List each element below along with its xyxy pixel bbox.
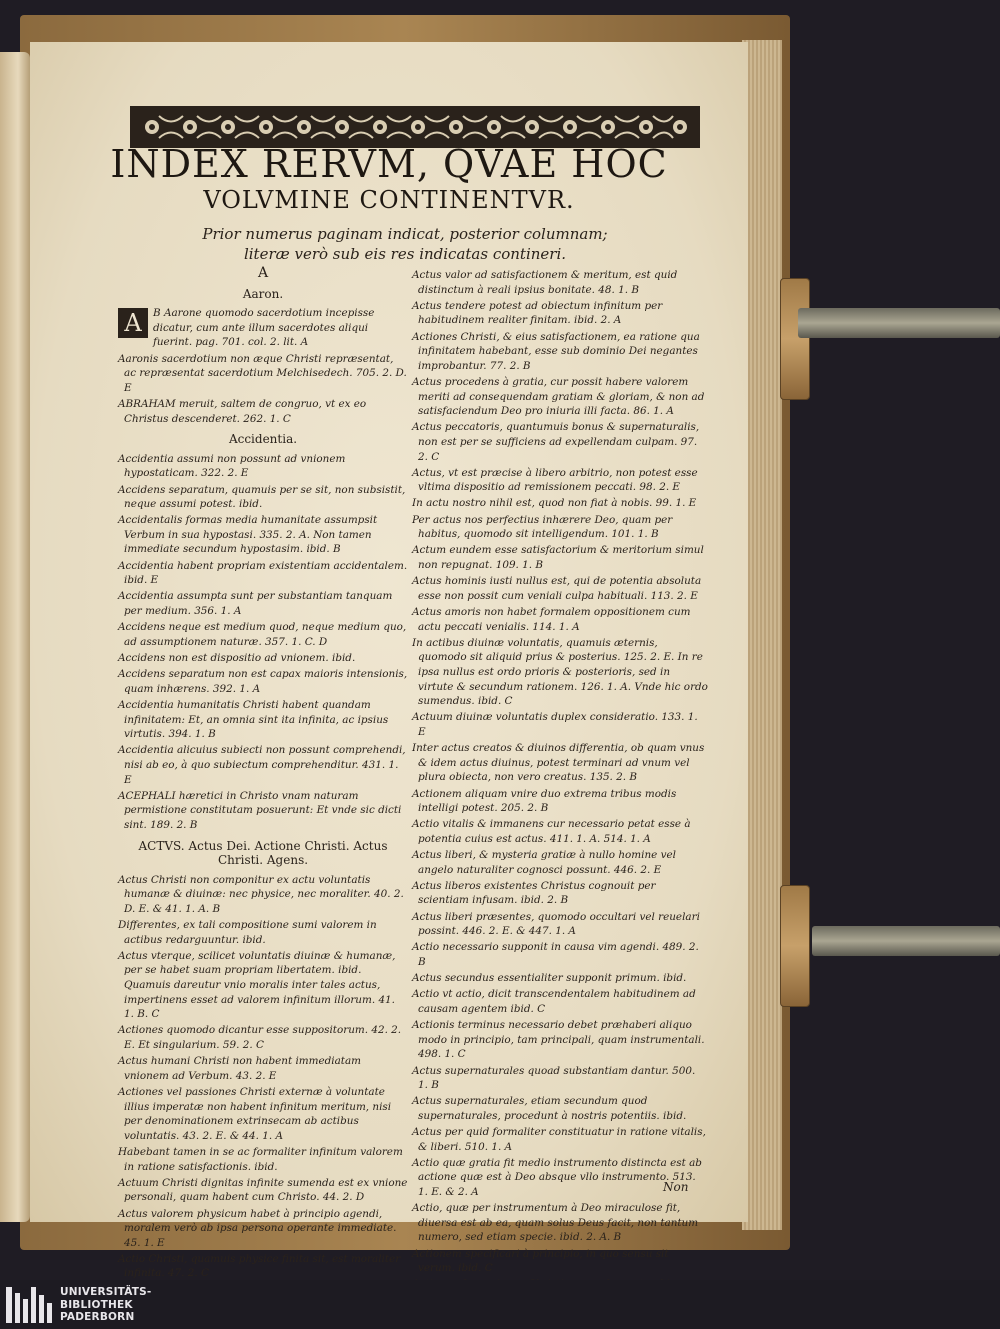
index-entry: Actus amoris non habet formalem oppositionem cum actu peccati venialis. 114. 1. A bbox=[412, 606, 691, 633]
index-entry: Actuum Christi dignitas infinite sumenda est ex vnione personali, quam habent cum Christo. 44. 2. D bbox=[118, 1176, 408, 1204]
index-entry: Actus Christi non componitur ex actu voluntatis humanæ & diuinæ: nec physice, nec moraliter. 40. 2. D. E. & 41. 1. A. B bbox=[118, 873, 404, 915]
index-entry: In actibus diuinæ voluntatis, quamuis æternis, quomodo sit aliquid prius & posterius. 125. 2. E. In re ipsa nullus est ordo prioris & posterioris, sed in virtute & secundum rationem. 126. 1. A. Vnde hic ordo sumendus. ibid. C bbox=[412, 636, 708, 708]
intro-note: Prior numerus paginam indicat, posterior columnam; literæ verò sub eis res indicatas contineri. bbox=[202, 225, 608, 263]
index-entry: Actio quæ gratia fit medio instrumento distincta est ab actione quæ est à Deo absque vllo instrumento. 513. 1. E. & 2. A bbox=[412, 1156, 702, 1199]
index-entry: Accidens separatum, quamuis per se sit, non subsistit, neque assumi potest. ibid. bbox=[118, 483, 406, 511]
index-entry: Inter actus creatos & diuinos differentia, ob quam vnus & idem actus diuinus, potest terminari ad vnum vel plura obiecta, non vero creatus. 135. 2. B bbox=[412, 742, 705, 784]
clasp-icon bbox=[780, 278, 810, 400]
university-logo-text: UNIVERSITÄTS- BIBLIOTHEK PADERBORN bbox=[60, 1286, 152, 1323]
page-edges bbox=[742, 40, 782, 1230]
index-entry: Accidens neque est medium quod, neque medium quo, ad assumptionem naturæ. 357. 1. C. D bbox=[118, 621, 407, 648]
left-page-sliver bbox=[0, 52, 30, 1222]
index-entry: Actuum diuinæ voluntatis duplex consideratio. 133. 1. E bbox=[412, 711, 698, 738]
index-entry: Actionem aliquam vnire duo extrema tribus modis intelligi potest. 205. 2. B bbox=[412, 787, 677, 815]
index-entry: Actus humani Christi non habent immediatam vnionem ad Verbum. 43. 2. E bbox=[118, 1055, 362, 1082]
index-entry: Accidentia humanitatis Christi habent quandam infinitatem: Et, an omnia sint ita infinita, ac ipsius virtutis. 394. 1. B bbox=[118, 698, 389, 741]
index-entry: Actus tendere potest ad obiectum infinitum per habitudinem realiter finitam. ibid. 2. A bbox=[412, 299, 663, 327]
index-entry: Actiones vel passiones Christi externæ à voluntate illius imperatæ non habent infinitum meritum, nisi per denominationem extrinsecam ab actibus voluntatis. 43. 2. E. & 44. 1. A bbox=[118, 1085, 392, 1142]
index-entry: Actus peccatoris, quantumuis bonus & supernaturalis, non est per se sufficiens ad expellendam culpam. 97. 2. C bbox=[412, 421, 700, 463]
section-heading: Aaron. bbox=[242, 286, 284, 301]
clasp-icon bbox=[780, 885, 810, 1007]
index-entry: Actus liberos existentes Christus cognouit per scientiam infusam. ibid. 2. B bbox=[412, 879, 656, 907]
index-entry: Accidens separatum non est capax maioris intensionis, quam inhærens. 392. 1. A bbox=[118, 668, 408, 695]
catchword: Non bbox=[663, 1180, 689, 1194]
index-entry: Accidentia assumi non possunt ad vnionem hypostaticam. 322. 2. E bbox=[118, 452, 346, 480]
index-page bbox=[30, 42, 748, 1280]
index-entry: Actus valor ad satisfactionem & meritum, est quid distinctum à reali ipsius bonitate. 48. 1. B bbox=[412, 269, 678, 296]
index-entry: Accidentalis formas media humanitate assumpsit Verbum in sua hypostasi. 335. 2. A. Non tamen immediate secundum hypostasim. ibid. B bbox=[118, 514, 378, 556]
index-entry: Habebant tamen in se ac formaliter infinitum valorem in ratione satisfactionis. ibid. bbox=[118, 1145, 403, 1173]
left-column bbox=[118, 265, 408, 1283]
index-entry: Actio, quæ per instrumentum à Deo miraculose fit, diuersa est ab ea, quam solus Deus facit, non tantum numero, sed etiam specie. ibid. 2. A. B bbox=[412, 1202, 699, 1244]
index-entry: In actu nostro nihil est, quod non fiat à nobis. 99. 1. E bbox=[412, 497, 697, 510]
index-entry: Actus per quid formaliter constituatur in ratione vitalis, & liberi. 510. 1. A bbox=[412, 1126, 706, 1153]
index-entry: Actiones quomodo dicantur esse suppositorum. 42. 2. E. Et singularium. 59. 2. C bbox=[118, 1024, 402, 1051]
section-heading: Accidentia. bbox=[228, 432, 298, 447]
index-entry: Aaronis sacerdotium non æque Christi repræsentat, ac repræsentat sacerdotium Melchisedech. 705. 2. D. E bbox=[118, 352, 407, 394]
dropcap-letter: A bbox=[118, 308, 148, 338]
index-entry: Accidens non est dispositio ad vnionem. ibid. bbox=[118, 652, 356, 664]
right-column bbox=[412, 268, 708, 1323]
index-entry: Actio Christi, quamuis physice finita sit, est moraliter infinita. 47. 2. C bbox=[118, 1252, 401, 1280]
index-entry: Actus supernaturales quoad substantiam dantur. 500. 1. B bbox=[412, 1064, 696, 1092]
index-entry: Actionis terminus necessario debet præhaberi aliquo modo in principio, tam principali, quam instrumentali. 498. 1. C bbox=[412, 1019, 705, 1061]
clasp-pin-icon bbox=[812, 926, 1000, 956]
section-letter: A bbox=[257, 265, 269, 281]
index-entry: Actus, vt est præcise à libero arbitrio, non potest esse vltima dispositio ad remissionem peccati. 98. 2. E bbox=[412, 466, 698, 494]
index-entry: ACEPHALI hæretici in Christo vnam naturam permistione constitutam posuerunt: Et vnde sic dicti sint. 189. 2. B bbox=[118, 789, 402, 831]
index-entry: Actus vterque, scilicet voluntatis diuinæ & humanæ, per se habet suam propriam libertatem. ibid. Quamuis dareutur vnio moralis inter tales actus, impertinens esset ad valorem infinitum illorum. 41. 1. B. C bbox=[118, 949, 396, 1021]
section-heading: ACTVS. Actus Dei. Actione Christi. Actus Christi. Agens. bbox=[138, 838, 388, 868]
index-entry: Actionem specificari à principio, in quo sensu sit verum. ibid. C bbox=[412, 1247, 669, 1275]
index-entry: Accidentia habent propriam existentiam accidentalem. ibid. E bbox=[118, 559, 408, 587]
university-logo-icon bbox=[6, 1287, 54, 1323]
index-entry: Actus liberi, & mysteria gratiæ à nullo homine vel angelo naturaliter cognosci possunt. 446. 2. E bbox=[412, 849, 676, 876]
index-entry: Actum eundem esse satisfactorium & meritorium simul non repugnat. 109. 1. B bbox=[412, 544, 704, 572]
index-entry: Actus liberi præsentes, quomodo occultari vel reuelari possint. 446. 2. E. & 447. 1. A bbox=[412, 910, 700, 938]
index-entry: Actiones Christi, & eius satisfactionem, ea ratione qua infinitatem habebant, esse sub dominio Dei negantes improbantur. 77. 2. B bbox=[412, 330, 700, 372]
page-subtitle: VOLVMINE CONTINENTVR. bbox=[203, 186, 575, 214]
clasp-pin-icon bbox=[798, 308, 1000, 338]
index-entry: Actus supernaturales, etiam secundum quod supernaturales, procedunt à nostris potentiis. ibid. bbox=[412, 1095, 687, 1122]
index-entry: Per actus nos perfectius inhærere Deo, quam per habitus, quomodo sit intelligendum. 101. 1. B bbox=[412, 513, 673, 541]
index-entry: ABRAHAM meruit, saltem de congruo, vt ex eo Christus descenderet. 262. 1. C bbox=[118, 397, 367, 425]
index-entry: A B Aarone quomodo sacerdotium incepisse dicatur, cum ante illum sacerdotes aliqui fuerint. pag. 701. col. 2. lit. A bbox=[118, 306, 408, 350]
index-entry: Actio vt actio, dicit transcendentalem habitudinem ad causam agentem ibid. C bbox=[412, 988, 696, 1015]
index-entry: Accidentia alicuius subiecti non possunt comprehendi, nisi ab eo, à quo subiectum comprehenditur. 431. 1. E bbox=[118, 744, 406, 786]
index-entry: Actus valorem physicum habet à principio agendi, moralem verò ab ipsa persona operante immediate. 45. 1. E bbox=[118, 1207, 397, 1249]
index-entry: Actus secundus essentialiter supponit primum. ibid. bbox=[412, 972, 687, 985]
index-entry: Actio vitalis & immanens cur necessario petat esse à potentia cuius est actus. 411. 1. A. 514. 1. A bbox=[412, 818, 691, 845]
footer-bar bbox=[0, 1280, 1000, 1329]
index-entry: Differentes, ex tali compositione sumi valorem in actibus redarguuntur. ibid. bbox=[118, 919, 377, 946]
index-entry: Actio necessario supponit in causa vim agendi. 489. 2. B bbox=[412, 941, 699, 968]
index-entry: Actus procedens à gratia, cur possit habere valorem meriti ad consequendam gratiam & gloriam, & non ad satisfaciendum Deo pro iniuria illi facta. 86. 1. A bbox=[412, 375, 705, 418]
index-entry: Accidentia assumpta sunt per substantiam tanquam per medium. 356. 1. A bbox=[118, 590, 393, 618]
page-title: INDEX RERVM, QVAE HOC bbox=[110, 142, 668, 186]
index-entry: Actus hominis iusti nullus est, qui de potentia absoluta esse non possit cum veniali culpa habituali. 113. 2. E bbox=[412, 575, 702, 602]
